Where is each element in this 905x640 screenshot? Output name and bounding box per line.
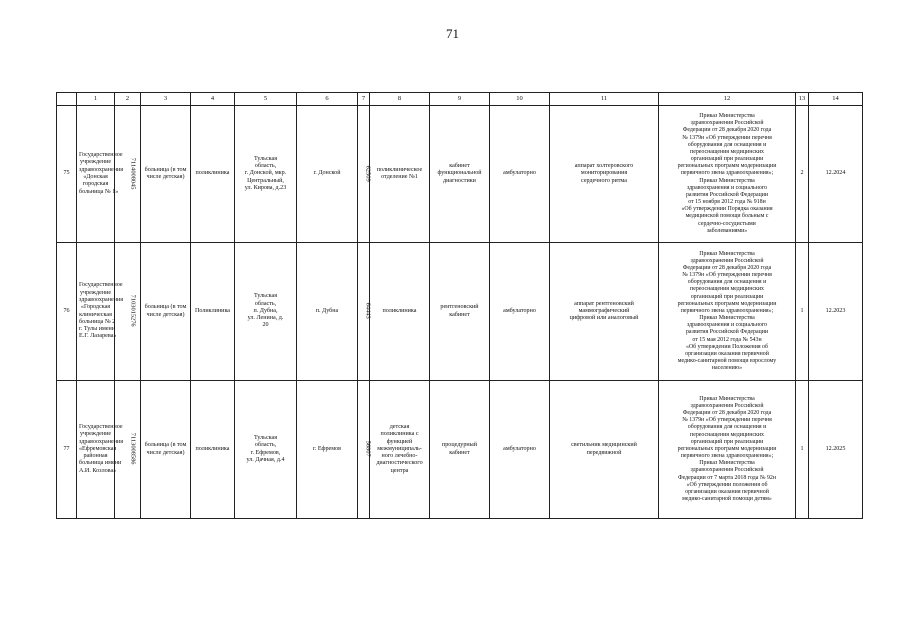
text-line: цифровой или аналоговый: [569, 315, 639, 322]
text-line: организаций при реализации: [690, 438, 764, 445]
text-line: организации оказания первичной: [685, 488, 769, 495]
header-cell: 1: [77, 93, 115, 106]
text-line: переоснащения медицинских: [690, 431, 764, 438]
text-line: числе детская): [146, 311, 185, 318]
table-row: [57, 381, 863, 519]
text-line: А.И. Козлова»: [79, 467, 117, 474]
text-line: детская: [389, 423, 410, 430]
text-line: кабинет: [449, 449, 470, 456]
text-line: здравоохранения и социального: [686, 322, 768, 329]
text-line: переоснащения медицинских: [690, 286, 764, 293]
text-line: «Донская: [83, 174, 108, 180]
text-line: числе детская): [146, 174, 185, 180]
text-line: ного лечебно-: [381, 453, 418, 460]
equipment-cell: [550, 243, 659, 381]
text-line: функцией: [386, 438, 413, 445]
text-line: г. Тулы имени: [79, 326, 116, 333]
header-cell: 2: [115, 93, 141, 106]
text-line: межмуниципаль-: [377, 445, 422, 452]
text-line: населению»: [711, 365, 743, 372]
text-line: клиническая: [79, 311, 112, 318]
header-cell: 8: [370, 93, 430, 106]
text-line: № 1379н «Об утверждении перечня: [682, 417, 772, 424]
text-line: поликлиника: [382, 307, 417, 314]
text-line: оборудования для оснащения и: [687, 279, 767, 286]
header-cell: 10: [490, 93, 550, 106]
text-line: аппарат холтеровского: [574, 163, 634, 170]
organization-cell: [77, 106, 124, 243]
date-cell: 12.2025: [809, 381, 863, 519]
text-line: светильник медицинский: [571, 442, 637, 449]
text-line: Тульская: [253, 293, 278, 300]
text-line: ул. Кирова, д.23: [244, 184, 287, 191]
care-condition-cell: [490, 381, 550, 519]
text-line: городская: [82, 181, 109, 188]
quantity-cell: 1: [796, 381, 809, 519]
text-line: больница (в том: [144, 304, 187, 311]
text-line: медицинской помощи больным с: [685, 213, 769, 220]
inn-code-cell: [115, 243, 141, 381]
care-condition-cell: [490, 106, 550, 243]
text-line: развития Российской Федерации: [685, 329, 769, 336]
subdivision-cell: [191, 243, 235, 381]
inn-code-cell: [115, 106, 141, 243]
department-cell: [370, 106, 430, 243]
text-line: медико-санитарной помощи детям»: [682, 496, 772, 503]
text-line: поликлиническое: [376, 166, 423, 173]
text-line: Федерации от 28 декабря 2020 года: [682, 127, 772, 134]
header-cell: 5: [235, 93, 297, 106]
text-line: Государственное: [79, 423, 123, 430]
text-line: мониторирования: [580, 170, 628, 177]
text-line: районная: [83, 453, 108, 460]
text-line: ул. Дачная, д.4: [246, 456, 285, 463]
text-line: п. Дубна: [315, 307, 339, 314]
text-line: от 15 мая 2012 года № 543н: [692, 336, 762, 343]
text-line: первичного звена здравоохранения»;: [680, 170, 774, 177]
inn-code-cell: [115, 381, 141, 519]
text-line: здравоохранения Российской: [690, 402, 764, 409]
text-line: «Об утверждении положения об: [686, 481, 768, 488]
text-line: учреждение: [79, 431, 112, 438]
text-line: «Об утверждении Положения об: [685, 343, 768, 350]
text-line: Поликлиника: [194, 307, 231, 314]
text-line: больница № 1»: [79, 188, 119, 195]
text-line: кабинет: [449, 163, 470, 170]
text-line: № 1379н «Об утверждении перечня: [682, 134, 772, 141]
text-line: поликлиника: [195, 445, 230, 452]
date-cell: 12.2024: [809, 106, 863, 243]
text-line: оборудования для оснащения и: [687, 424, 767, 431]
text-line: г. Ефремов: [312, 445, 342, 452]
text-line: больница (в том: [144, 442, 187, 449]
text-line: амбулаторно: [503, 445, 536, 452]
inn-code-cell-text: 7114008045: [129, 157, 137, 190]
text-line: больница (в том: [144, 166, 187, 173]
text-line: больница имени: [79, 460, 122, 467]
text-line: область,: [254, 163, 277, 170]
text-line: ул. Ленина, д.: [247, 315, 284, 322]
text-line: организаций при реализации: [690, 156, 764, 163]
text-line: 20: [262, 322, 269, 329]
text-line: Федерации от 7 марта 2018 года № 92н: [677, 474, 777, 481]
header-cell: 11: [550, 93, 659, 106]
text-line: Приказ Министерства: [699, 460, 755, 467]
index-code-cell-text: 62509: [364, 165, 372, 182]
text-line: поликлиника с: [380, 431, 419, 438]
subdivision-cell: [191, 381, 235, 519]
date-cell: 12.2023: [809, 243, 863, 381]
text-line: передвижной: [586, 449, 622, 456]
institution-type-cell: [141, 106, 191, 243]
text-line: г. Донской, мкр.: [244, 170, 287, 177]
header-blank: [57, 93, 77, 106]
text-line: Федерации от 28 декабря 2020 года: [682, 264, 772, 271]
text-line: региональных программ модернизации: [677, 445, 777, 452]
department-cell: [370, 243, 430, 381]
cabinet-cell: [430, 381, 490, 519]
header-cell: 9: [430, 93, 490, 106]
text-line: Тульская: [253, 155, 278, 162]
text-line: отделение №1: [381, 174, 418, 180]
row-number-cell: 76: [57, 243, 77, 381]
text-line: учреждение: [79, 289, 112, 296]
inn-code-cell-text: 7113008586: [129, 433, 137, 465]
text-line: переоснащения медицинских: [690, 148, 764, 155]
text-line: оборудования для оснащения и: [687, 141, 767, 148]
regulation-cell: [659, 106, 796, 243]
text-line: учреждение: [79, 159, 112, 166]
text-line: рентгеновский: [440, 304, 479, 311]
text-line: Приказ Министерства: [699, 395, 755, 402]
text-line: «Об утверждении Порядка оказания: [681, 206, 773, 213]
text-line: амбулаторно: [503, 307, 536, 314]
equipment-cell: [550, 381, 659, 519]
text-line: Государственное: [79, 152, 123, 159]
index-code-cell-text: 56807: [364, 441, 372, 457]
text-line: здравоохранения: [79, 438, 124, 445]
text-line: г. Ефремов,: [250, 449, 281, 456]
row-number-cell: 75: [57, 106, 77, 243]
settlement-cell: [297, 381, 358, 519]
institution-type-cell: [141, 243, 191, 381]
index-code-cell: [358, 106, 370, 243]
table-body: [57, 106, 863, 519]
cabinet-cell: [430, 243, 490, 381]
text-line: Е.Г. Лазарева»: [79, 333, 117, 340]
organization-cell: [77, 243, 124, 381]
settlement-cell: [297, 243, 358, 381]
text-line: маммографический: [578, 307, 630, 314]
header-cell: 6: [297, 93, 358, 106]
text-line: «Городская: [80, 304, 111, 311]
text-line: региональных программ модернизации: [677, 300, 777, 307]
header-cell: 14: [809, 93, 863, 106]
text-line: первичного звена здравоохранения»;: [680, 307, 774, 314]
text-line: кабинет: [449, 311, 470, 318]
quantity-cell: 2: [796, 106, 809, 243]
regulation-cell: [659, 381, 796, 519]
address-cell: [235, 381, 297, 519]
text-line: Приказ Министерства: [699, 315, 755, 322]
text-line: диагностики: [443, 177, 476, 184]
cabinet-cell: [430, 106, 490, 243]
organization-cell: [77, 381, 124, 519]
institution-type-cell: [141, 381, 191, 519]
row-number-cell: 77: [57, 381, 77, 519]
text-line: здравоохранения: [79, 166, 124, 173]
equipment-cell: [550, 106, 659, 243]
text-line: Приказ Министерства: [699, 250, 755, 257]
text-line: Федерации от 28 декабря 2020 года: [682, 410, 772, 417]
text-line: Тульская: [253, 434, 278, 441]
address-cell: [235, 106, 297, 243]
text-line: здравоохранения Российской: [690, 120, 764, 127]
text-line: Государственное: [79, 282, 123, 289]
care-condition-cell: [490, 243, 550, 381]
text-line: числе детская): [146, 449, 185, 456]
subdivision-cell: [191, 106, 235, 243]
index-code-cell-text: 64443: [364, 303, 372, 319]
text-line: центра: [390, 467, 409, 474]
text-line: от 15 ноября 2012 года № 918н: [688, 199, 766, 206]
header-cell: 13: [796, 93, 809, 106]
department-cell: [370, 381, 430, 519]
text-line: здравоохранения Российской: [690, 467, 764, 474]
text-line: область,: [254, 300, 277, 307]
header-row: [57, 93, 863, 106]
text-line: первичного звена здравоохранения»;: [680, 453, 774, 460]
quantity-cell: 1: [796, 243, 809, 381]
header-cell: 7: [358, 93, 370, 106]
text-line: г. Донской: [313, 170, 341, 177]
text-line: № 1379н «Об утверждении перечня: [682, 272, 772, 279]
header-cell: 3: [141, 93, 191, 106]
text-line: организаций при реализации: [690, 293, 764, 300]
text-line: сердечного ритма: [581, 177, 627, 184]
text-line: функциональной: [437, 170, 482, 177]
text-line: аппарат рентгеновский: [574, 300, 634, 307]
text-line: организации оказания первичной: [685, 350, 769, 357]
index-code-cell: [358, 243, 370, 381]
text-line: п. Дубна,: [253, 307, 278, 314]
header-cell: 12: [659, 93, 796, 106]
text-line: Центральный,: [247, 177, 284, 184]
text-line: область,: [254, 442, 277, 449]
table-row: [57, 243, 863, 381]
text-line: диагностического: [376, 460, 423, 467]
text-line: региональных программ модернизации: [677, 163, 777, 170]
text-line: развития Российской Федерации: [685, 191, 769, 198]
text-line: медико-санитарной помощи взрослому: [677, 358, 777, 365]
equipment-table: [56, 92, 863, 519]
text-line: здравоохранения Российской: [690, 257, 764, 264]
index-code-cell: [358, 381, 370, 519]
text-line: поликлиника: [195, 170, 230, 177]
text-line: процедурный: [441, 442, 478, 449]
regulation-cell: [659, 243, 796, 381]
text-line: больница № 2: [79, 318, 116, 325]
text-line: здравоохранения и социального: [686, 184, 768, 191]
header-cell: 4: [191, 93, 235, 106]
text-line: заболеваниями»: [706, 227, 748, 234]
text-line: Приказ Министерства: [699, 113, 755, 120]
text-line: здравоохранения: [79, 296, 124, 303]
address-cell: [235, 243, 297, 381]
table-row: [57, 106, 863, 243]
inn-code-cell-text: 7103015276: [129, 295, 137, 327]
settlement-cell: [297, 106, 358, 243]
text-line: Приказ Министерства: [699, 177, 755, 184]
text-line: «Ефремовская: [79, 445, 117, 452]
text-line: амбулаторно: [503, 170, 536, 177]
text-line: сердечно-сосудистыми: [698, 220, 756, 227]
page-number: 71: [446, 26, 459, 41]
